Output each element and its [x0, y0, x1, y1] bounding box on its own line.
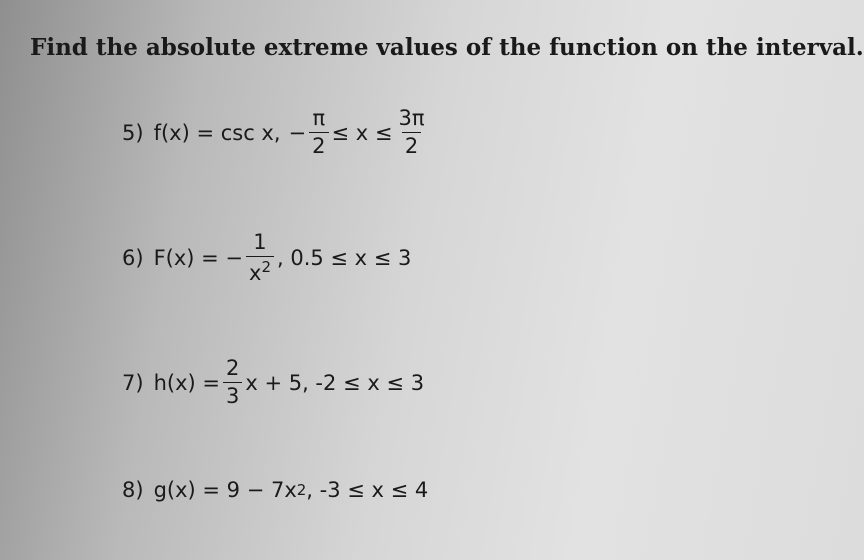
denominator-base: x	[249, 261, 262, 285]
coefficient-fraction	[223, 358, 242, 407]
inequality: ≤ x ≤	[331, 120, 393, 145]
function-definition: g(x) = 9 − 7x	[153, 478, 297, 502]
exponent: 2	[296, 481, 307, 499]
interval: , 0.5 ≤ x ≤ 3	[276, 246, 412, 270]
problem-number: 7)	[122, 370, 144, 395]
fraction-numerator: π	[312, 106, 326, 130]
lower-bound-fraction	[309, 108, 328, 157]
function-definition: f(x) = csc x,	[153, 120, 281, 145]
instructions-heading: Find the absolute extreme values of the function on the interval.	[30, 34, 864, 61]
minus-sign: −	[288, 120, 307, 145]
function-definition: h(x) =	[153, 370, 220, 395]
expression-and-interval: x + 5, -2 ≤ x ≤ 3	[245, 370, 425, 395]
fraction-numerator: 1	[253, 230, 267, 254]
problem-7	[122, 358, 424, 407]
function-definition: F(x) = −	[153, 246, 243, 270]
fraction-denominator: 3	[223, 382, 242, 407]
function-fraction	[246, 232, 274, 284]
fraction-numerator: 3π	[398, 106, 425, 130]
problem-5	[122, 108, 431, 157]
problem-number: 8)	[122, 478, 144, 502]
fraction-denominator: 2	[402, 132, 421, 157]
problem-8	[122, 478, 428, 502]
problem-6	[122, 232, 411, 284]
upper-bound-fraction	[396, 108, 428, 157]
fraction-denominator	[246, 256, 274, 284]
fraction-numerator: 2	[225, 356, 240, 380]
interval: , -3 ≤ x ≤ 4	[306, 478, 429, 502]
exponent: 2	[261, 258, 271, 276]
fraction-denominator: 2	[309, 132, 328, 157]
problem-number: 5)	[122, 120, 144, 145]
problem-number: 6)	[122, 246, 144, 270]
